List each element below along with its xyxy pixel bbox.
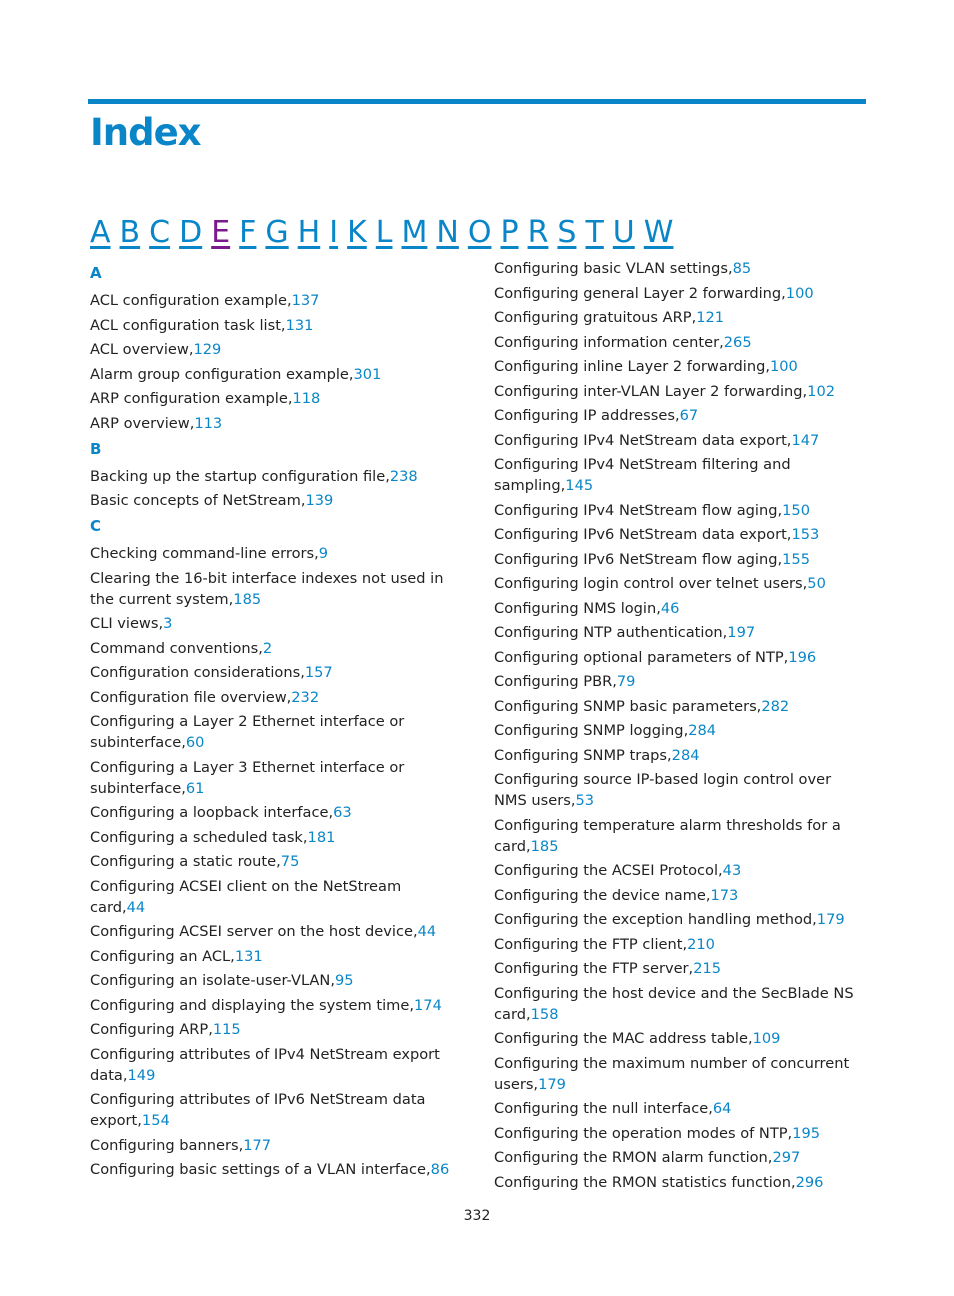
index-column-right (494, 258, 866, 1196)
index-entry-text: Configuring banners, (90, 1136, 244, 1154)
index-entry-text: Configuring PBR, (494, 673, 617, 690)
index-entry (90, 543, 460, 564)
index-entry-page-link[interactable]: 64 (712, 1100, 732, 1117)
index-entry-page-link[interactable]: 185 (233, 590, 262, 608)
index-entry-page-link[interactable]: 196 (788, 648, 817, 666)
index-entry-page-link[interactable]: 131 (234, 947, 263, 965)
index-entry-page-link[interactable]: 75 (280, 853, 300, 870)
index-entry-text: ACL configuration task list, (90, 316, 286, 334)
index-entry-page-link[interactable]: 177 (243, 1136, 272, 1154)
index-entry-text: Configuring source IP-based login control over NMS users, (494, 771, 832, 809)
index-entry-page-link[interactable]: 131 (285, 316, 314, 334)
index-entry-text: Configuration file overview, (90, 688, 292, 706)
index-entry-page-link[interactable]: 137 (291, 292, 320, 309)
index-entry-page-link[interactable]: 2 (262, 639, 273, 657)
alphabet-link-g[interactable]: G (265, 215, 289, 250)
index-entry-text: Configuring NTP authentication, (494, 624, 728, 641)
index-entry (494, 405, 866, 426)
index-entry (90, 711, 460, 753)
index-entry-text: Configuring inline Layer 2 forwarding, (494, 358, 770, 375)
index-entry-text: Configuring attributes of IPv6 NetStream data export, (90, 1091, 426, 1129)
index-entry-text: Configuring IPv4 NetStream flow aging, (494, 501, 783, 519)
index-entry-page-link[interactable]: 61 (185, 779, 205, 797)
index-entry-text: Command conventions, (90, 639, 263, 657)
index-entry-page-link[interactable]: 147 (791, 431, 820, 449)
index-entry (90, 466, 460, 487)
index-entry-text: Configuring NMS login, (494, 599, 661, 617)
index-entry-page-link[interactable]: 185 (530, 837, 559, 855)
alphabet-link-n[interactable]: N (436, 215, 459, 250)
index-entry-page-link[interactable]: 158 (530, 1005, 559, 1023)
index-entry-text: Configuring ACSEI server on the host device, (90, 923, 418, 940)
alphabet-link-e[interactable]: E (211, 215, 231, 250)
alphabet-link-u[interactable]: U (612, 215, 635, 250)
index-entry-text: Configuring the FTP client, (494, 935, 688, 953)
index-entry-text: Configuring the FTP server, (494, 960, 694, 977)
letter-heading-b: B (90, 439, 102, 458)
index-entry-text: Configuring ARP, (90, 1021, 213, 1038)
index-entry-text: CLI views, (90, 615, 164, 632)
index-entry-text: Configuring IPv6 NetStream flow aging, (494, 550, 783, 568)
index-entry-text: Configuring IPv6 NetStream data export, (494, 526, 792, 543)
index-entry-page-link[interactable]: 100 (785, 284, 814, 302)
index-entry (494, 598, 866, 619)
index-entry-text: Configuring optional parameters of NTP, (494, 648, 789, 666)
index-entry-page-link[interactable]: 284 (688, 722, 717, 739)
index-entry-page-link[interactable]: 145 (565, 477, 594, 494)
index-entry-text: Configuring SNMP logging, (494, 722, 689, 739)
index-entry (494, 909, 866, 930)
alphabet-link-o[interactable]: O (467, 215, 492, 250)
index-entry-page-link[interactable]: 232 (291, 688, 320, 706)
index-entry (90, 290, 460, 311)
index-entry (494, 1053, 866, 1095)
index-entry (494, 1098, 866, 1119)
alphabet-link-f[interactable]: F (239, 215, 257, 250)
index-entry-text: Configuring the RMON statistics function, (494, 1173, 796, 1191)
index-entry-page-link[interactable]: 179 (538, 1075, 566, 1093)
letter-heading-a: A (90, 264, 102, 282)
alphabet-link-b[interactable]: B (119, 215, 141, 250)
alphabet-link-a[interactable]: A (90, 215, 111, 250)
index-entry-page-link[interactable]: 63 (333, 804, 352, 821)
index-entry-page-link[interactable]: 100 (769, 358, 798, 375)
index-entry-page-link[interactable]: 121 (696, 309, 725, 326)
index-entry (494, 1172, 866, 1193)
index-entry-text: Backing up the startup configuration file, (90, 467, 390, 485)
index-entry-page-link[interactable]: 115 (212, 1021, 241, 1038)
alphabet-link-t[interactable]: T (585, 215, 604, 250)
letter-heading-c: C (90, 517, 102, 535)
index-entry (494, 307, 866, 328)
index-entry-text: Configuring IP addresses, (494, 407, 680, 424)
index-entry (494, 885, 866, 906)
alphabet-link-c[interactable]: C (149, 215, 171, 250)
alphabet-link-w[interactable]: W (643, 215, 674, 250)
index-entry-page-link[interactable]: 67 (679, 407, 699, 424)
index-entry-page-link[interactable]: 179 (816, 911, 845, 928)
index-entry (90, 413, 460, 434)
index-entry-page-link[interactable]: 44 (417, 923, 437, 940)
index-entry (90, 687, 460, 708)
index-entry (90, 1089, 460, 1131)
index-entry (494, 500, 866, 521)
index-entry (494, 454, 866, 496)
index-entry (90, 1044, 460, 1086)
index-entry-page-link[interactable]: 284 (671, 746, 700, 764)
index-entry-text: Configuring the device name, (494, 886, 711, 904)
index-entry-page-link[interactable]: 3 (163, 615, 173, 632)
index-entry (494, 258, 866, 279)
index-entry-text: Configuring IPv4 NetStream data export, (494, 431, 792, 449)
alphabet-link-k[interactable]: K (347, 215, 367, 250)
index-entry-text: Configuring a static route, (90, 853, 281, 870)
index-entry (494, 430, 866, 451)
index-entry-text: Configuring login control over telnet users, (494, 575, 808, 592)
index-entry-page-link[interactable]: 238 (389, 467, 418, 485)
index-entry (494, 381, 866, 402)
index-entry-page-link[interactable]: 282 (761, 697, 790, 715)
index-entry (494, 356, 866, 377)
index-entry-page-link[interactable]: 301 (353, 365, 382, 383)
index-entry (90, 490, 460, 511)
index-entry-page-link[interactable]: 109 (752, 1030, 781, 1047)
index-entry-page-link[interactable]: 46 (660, 599, 680, 617)
index-entry (494, 934, 866, 955)
index-entry-text: Configuring temperature alarm thresholds for a card, (494, 816, 841, 855)
alphabet-link-p[interactable]: P (500, 215, 519, 250)
index-entry-text: Configuring the null interface, (494, 1100, 713, 1117)
index-entry-text: Configuring IPv4 NetStream filtering and sampling, (494, 456, 791, 494)
index-entry (90, 995, 460, 1016)
index-entry-text: Configuring general Layer 2 forwarding, (494, 284, 786, 302)
index-entry (494, 696, 866, 717)
index-entry-text: ARP configuration example, (90, 390, 293, 407)
index-entry (494, 815, 866, 857)
index-entry-text: Configuring gratuitous ARP, (494, 309, 697, 326)
index-entry-page-link[interactable]: 174 (414, 996, 442, 1014)
index-entry-page-link[interactable]: 60 (185, 734, 205, 751)
index-entry-text: Alarm group configuration example, (90, 365, 354, 383)
page-title: Index (90, 111, 201, 154)
index-entry-text: Configuring basic VLAN settings, (494, 260, 733, 277)
index-entry-page-link[interactable]: 50 (807, 575, 826, 592)
index-entry (494, 647, 866, 668)
alphabet-link-r[interactable]: R (527, 215, 549, 250)
index-entry (90, 315, 460, 336)
index-entry (494, 769, 866, 811)
index-entry-page-link[interactable]: 155 (782, 550, 810, 568)
index-entry (90, 946, 460, 967)
index-entry (90, 638, 460, 659)
index-entry (90, 662, 460, 683)
index-entry (90, 970, 460, 991)
index-entry-page-link[interactable]: 113 (194, 414, 223, 432)
index-entry (90, 876, 460, 918)
page-number: 332 (463, 1208, 491, 1224)
index-entry (494, 332, 866, 353)
alphabet-link-h[interactable]: H (297, 215, 321, 250)
index-entry-page-link[interactable]: 215 (693, 960, 722, 977)
index-entry (90, 921, 460, 942)
index-entry-page-link[interactable]: 118 (292, 390, 321, 407)
index-entry-text: Configuring a scheduled task, (90, 828, 308, 846)
index-entry-text: Configuring a loopback interface, (90, 804, 334, 821)
index-entry (494, 524, 866, 545)
index-entry-page-link[interactable]: 265 (723, 333, 752, 351)
index-entry-page-link[interactable]: 53 (575, 792, 595, 809)
index-column-left (90, 258, 460, 1184)
index-entry-text: Configuring inter-VLAN Layer 2 forwarding, (494, 382, 808, 400)
index-entry-text: Checking command-line errors, (90, 545, 319, 562)
index-entry-page-link[interactable]: 210 (687, 935, 715, 953)
index-entry (494, 958, 866, 979)
index-entry-text: Configuring the MAC address table, (494, 1030, 753, 1047)
index-entry-page-link[interactable]: 197 (727, 624, 756, 641)
index-entry-text: Configuring an ACL, (90, 947, 235, 965)
index-entry-page-link[interactable]: 296 (795, 1173, 824, 1191)
index-entry-page-link[interactable]: 86 (430, 1161, 450, 1178)
index-entry-text: Configuring a Layer 3 Ethernet interface or subinterface, (90, 758, 405, 797)
index-entry (494, 283, 866, 304)
index-entry-text: Configuring ACSEI client on the NetStream card, (90, 877, 402, 916)
index-entry-text: Configuring basic settings of a VLAN interface, (90, 1161, 431, 1178)
index-entry (90, 1135, 460, 1156)
index-entry-text: ARP overview, (90, 414, 195, 432)
index-entry-text: Configuring and displaying the system time, (90, 996, 414, 1014)
index-entry (494, 720, 866, 741)
title-rule (88, 99, 866, 104)
index-entry-page-link[interactable]: 9 (318, 545, 329, 562)
index-entry (90, 388, 460, 409)
index-entry-text: Configuring the RMON alarm function, (494, 1149, 773, 1166)
index-entry (90, 364, 460, 385)
index-entry-page-link[interactable]: 85 (732, 260, 752, 277)
index-entry (90, 827, 460, 848)
index-entry-text: Configuration considerations, (90, 664, 305, 681)
index-entry-text: Configuring an isolate-user-VLAN, (90, 972, 335, 989)
index-entry-page-link[interactable]: 43 (722, 862, 742, 879)
index-entry-text: Configuring the maximum number of concurrent users, (494, 1054, 850, 1093)
index-entry-text: Configuring the operation modes of NTP, (494, 1124, 793, 1142)
index-entry (90, 568, 460, 610)
index-entry-text: Configuring a Layer 2 Ethernet interface or subinterface, (90, 713, 405, 751)
index-entry-text: ACL overview, (90, 341, 194, 358)
index-entry-text: Configuring SNMP traps, (494, 746, 672, 764)
index-entry-text: Configuring SNMP basic parameters, (494, 697, 762, 715)
index-entry (90, 851, 460, 872)
index-entry (90, 339, 460, 360)
index-entry-text: Configuring the host device and the SecBlade NS card, (494, 984, 854, 1023)
index-entry-page-link[interactable]: 102 (807, 382, 836, 400)
index-entry-page-link[interactable]: 79 (616, 673, 636, 690)
index-entry (90, 757, 460, 799)
index-entry (494, 860, 866, 881)
index-entry-text: Configuring information center, (494, 333, 724, 351)
alphabet-link-d[interactable]: D (179, 215, 203, 250)
index-entry-text: ACL configuration example, (90, 292, 292, 309)
alphabet-link-s[interactable]: S (557, 215, 577, 250)
index-entry (90, 802, 460, 823)
index-entry-page-link[interactable]: 153 (791, 526, 820, 543)
index-entry-text: Configuring the ACSEI Protocol, (494, 862, 723, 879)
alphabet-link-i[interactable]: I (329, 215, 339, 250)
index-entry (494, 1123, 866, 1144)
index-entry (494, 983, 866, 1025)
index-entry-page-link[interactable]: 149 (127, 1066, 156, 1084)
index-entry-page-link[interactable]: 173 (710, 886, 739, 904)
index-entry-text: Configuring attributes of IPv4 NetStream export data, (90, 1045, 440, 1084)
index-entry (90, 1159, 460, 1180)
index-entry-page-link[interactable]: 44 (126, 898, 146, 916)
index-entry-text: Basic concepts of NetStream, (90, 492, 306, 509)
index-entry-page-link[interactable]: 139 (305, 492, 334, 509)
index-entry (90, 613, 460, 634)
index-entry-text: Clearing the 16-bit interface indexes not used in the current system, (90, 569, 444, 608)
index-entry (494, 549, 866, 570)
index-entry-page-link[interactable]: 154 (141, 1112, 170, 1129)
index-entry-page-link[interactable]: 297 (772, 1149, 801, 1166)
index-entry (494, 1147, 866, 1168)
index-entry (494, 745, 866, 766)
index-entry (494, 622, 866, 643)
index-entry-page-link[interactable]: 157 (304, 664, 333, 681)
index-entry (494, 1028, 866, 1049)
index-entry-page-link[interactable]: 95 (334, 972, 354, 989)
index-entry (494, 573, 866, 594)
index-entry-text: Configuring the exception handling method, (494, 911, 817, 928)
alphabet-link-m[interactable]: M (401, 215, 428, 250)
index-entry-page-link[interactable]: 195 (792, 1124, 821, 1142)
index-entry-page-link[interactable]: 150 (782, 501, 810, 519)
index-entry (494, 671, 866, 692)
index-entry-page-link[interactable]: 181 (307, 828, 336, 846)
index-entry-page-link[interactable]: 129 (193, 341, 222, 358)
index-entry (90, 1019, 460, 1040)
alphabet-link-l[interactable]: L (375, 215, 393, 250)
alphabet-index-nav (90, 213, 674, 253)
